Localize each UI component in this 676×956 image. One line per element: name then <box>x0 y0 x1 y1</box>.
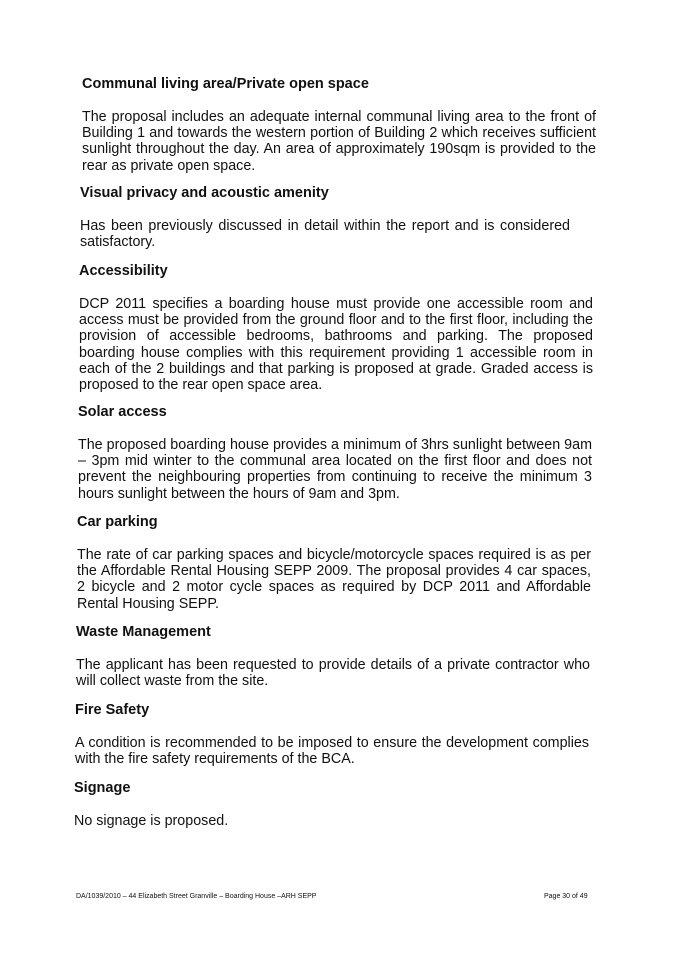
section-car-parking <box>77 514 591 612</box>
section-visual-privacy <box>80 185 570 250</box>
section-heading: Communal living area/Private open space <box>82 76 369 92</box>
section-body: The rate of car parking spaces and bicycle/motorcycle spaces required is as per the Affordable Rental Housing SEPP 2009. The proposal provides 4 car spaces, 2 bicycle and 2 motor cycle spaces as required by DCP 2011 and Affordable Rental Housing SEPP. <box>77 547 591 612</box>
section-heading: Car parking <box>77 514 158 530</box>
section-body: DCP 2011 specifies a boarding house must provide one accessible room and access must be provided from the ground floor and to the first floor, including the provision of accessible bedrooms, bathrooms and parking. The proposed boarding house complies with this requirement providing 1 accessible room in each of the 2 buildings and that parking is proposed at grade. Graded access is proposed to the rear open space area. <box>79 296 593 394</box>
section-body: The proposal includes an adequate internal communal living area to the front of Building 1 and towards the western portion of Building 2 which receives sufficient sunlight throughout the day. An area of approximately 190sqm is provided to the rear as private open space. <box>82 109 596 174</box>
section-heading: Solar access <box>78 404 167 420</box>
section-communal-living <box>82 76 596 174</box>
section-body: The proposed boarding house provides a minimum of 3hrs sunlight between 9am – 3pm mid winter to the communal area located on the first floor and does not prevent the neighbouring properties from continuing to receive the minimum 3 hours sunlight between the hours of 9am and 3pm. <box>78 437 592 502</box>
section-solar-access <box>78 404 592 502</box>
section-heading: Fire Safety <box>75 702 150 718</box>
section-heading: Signage <box>74 780 131 796</box>
section-fire-safety <box>75 702 589 767</box>
section-heading: Accessibility <box>79 263 168 279</box>
section-signage <box>74 780 588 829</box>
section-heading: Visual privacy and acoustic amenity <box>80 185 329 201</box>
section-body: A condition is recommended to be imposed to ensure the development complies with the fire safety requirements of the BCA. <box>75 735 589 768</box>
section-body: The applicant has been requested to provide details of a private contractor who will collect waste from the site. <box>76 657 590 690</box>
footer-page-number: Page 30 of 49 <box>544 893 588 900</box>
section-body: Has been previously discussed in detail within the report and is considered satisfactory. <box>80 218 570 251</box>
section-accessibility <box>79 263 593 393</box>
section-body: No signage is proposed. <box>74 813 229 829</box>
section-heading: Waste Management <box>76 624 211 640</box>
footer-reference: DA/1039/2010 – 44 Elizabeth Street Granville – Boarding House –ARH SEPP <box>76 893 317 900</box>
section-waste-management <box>76 624 590 689</box>
